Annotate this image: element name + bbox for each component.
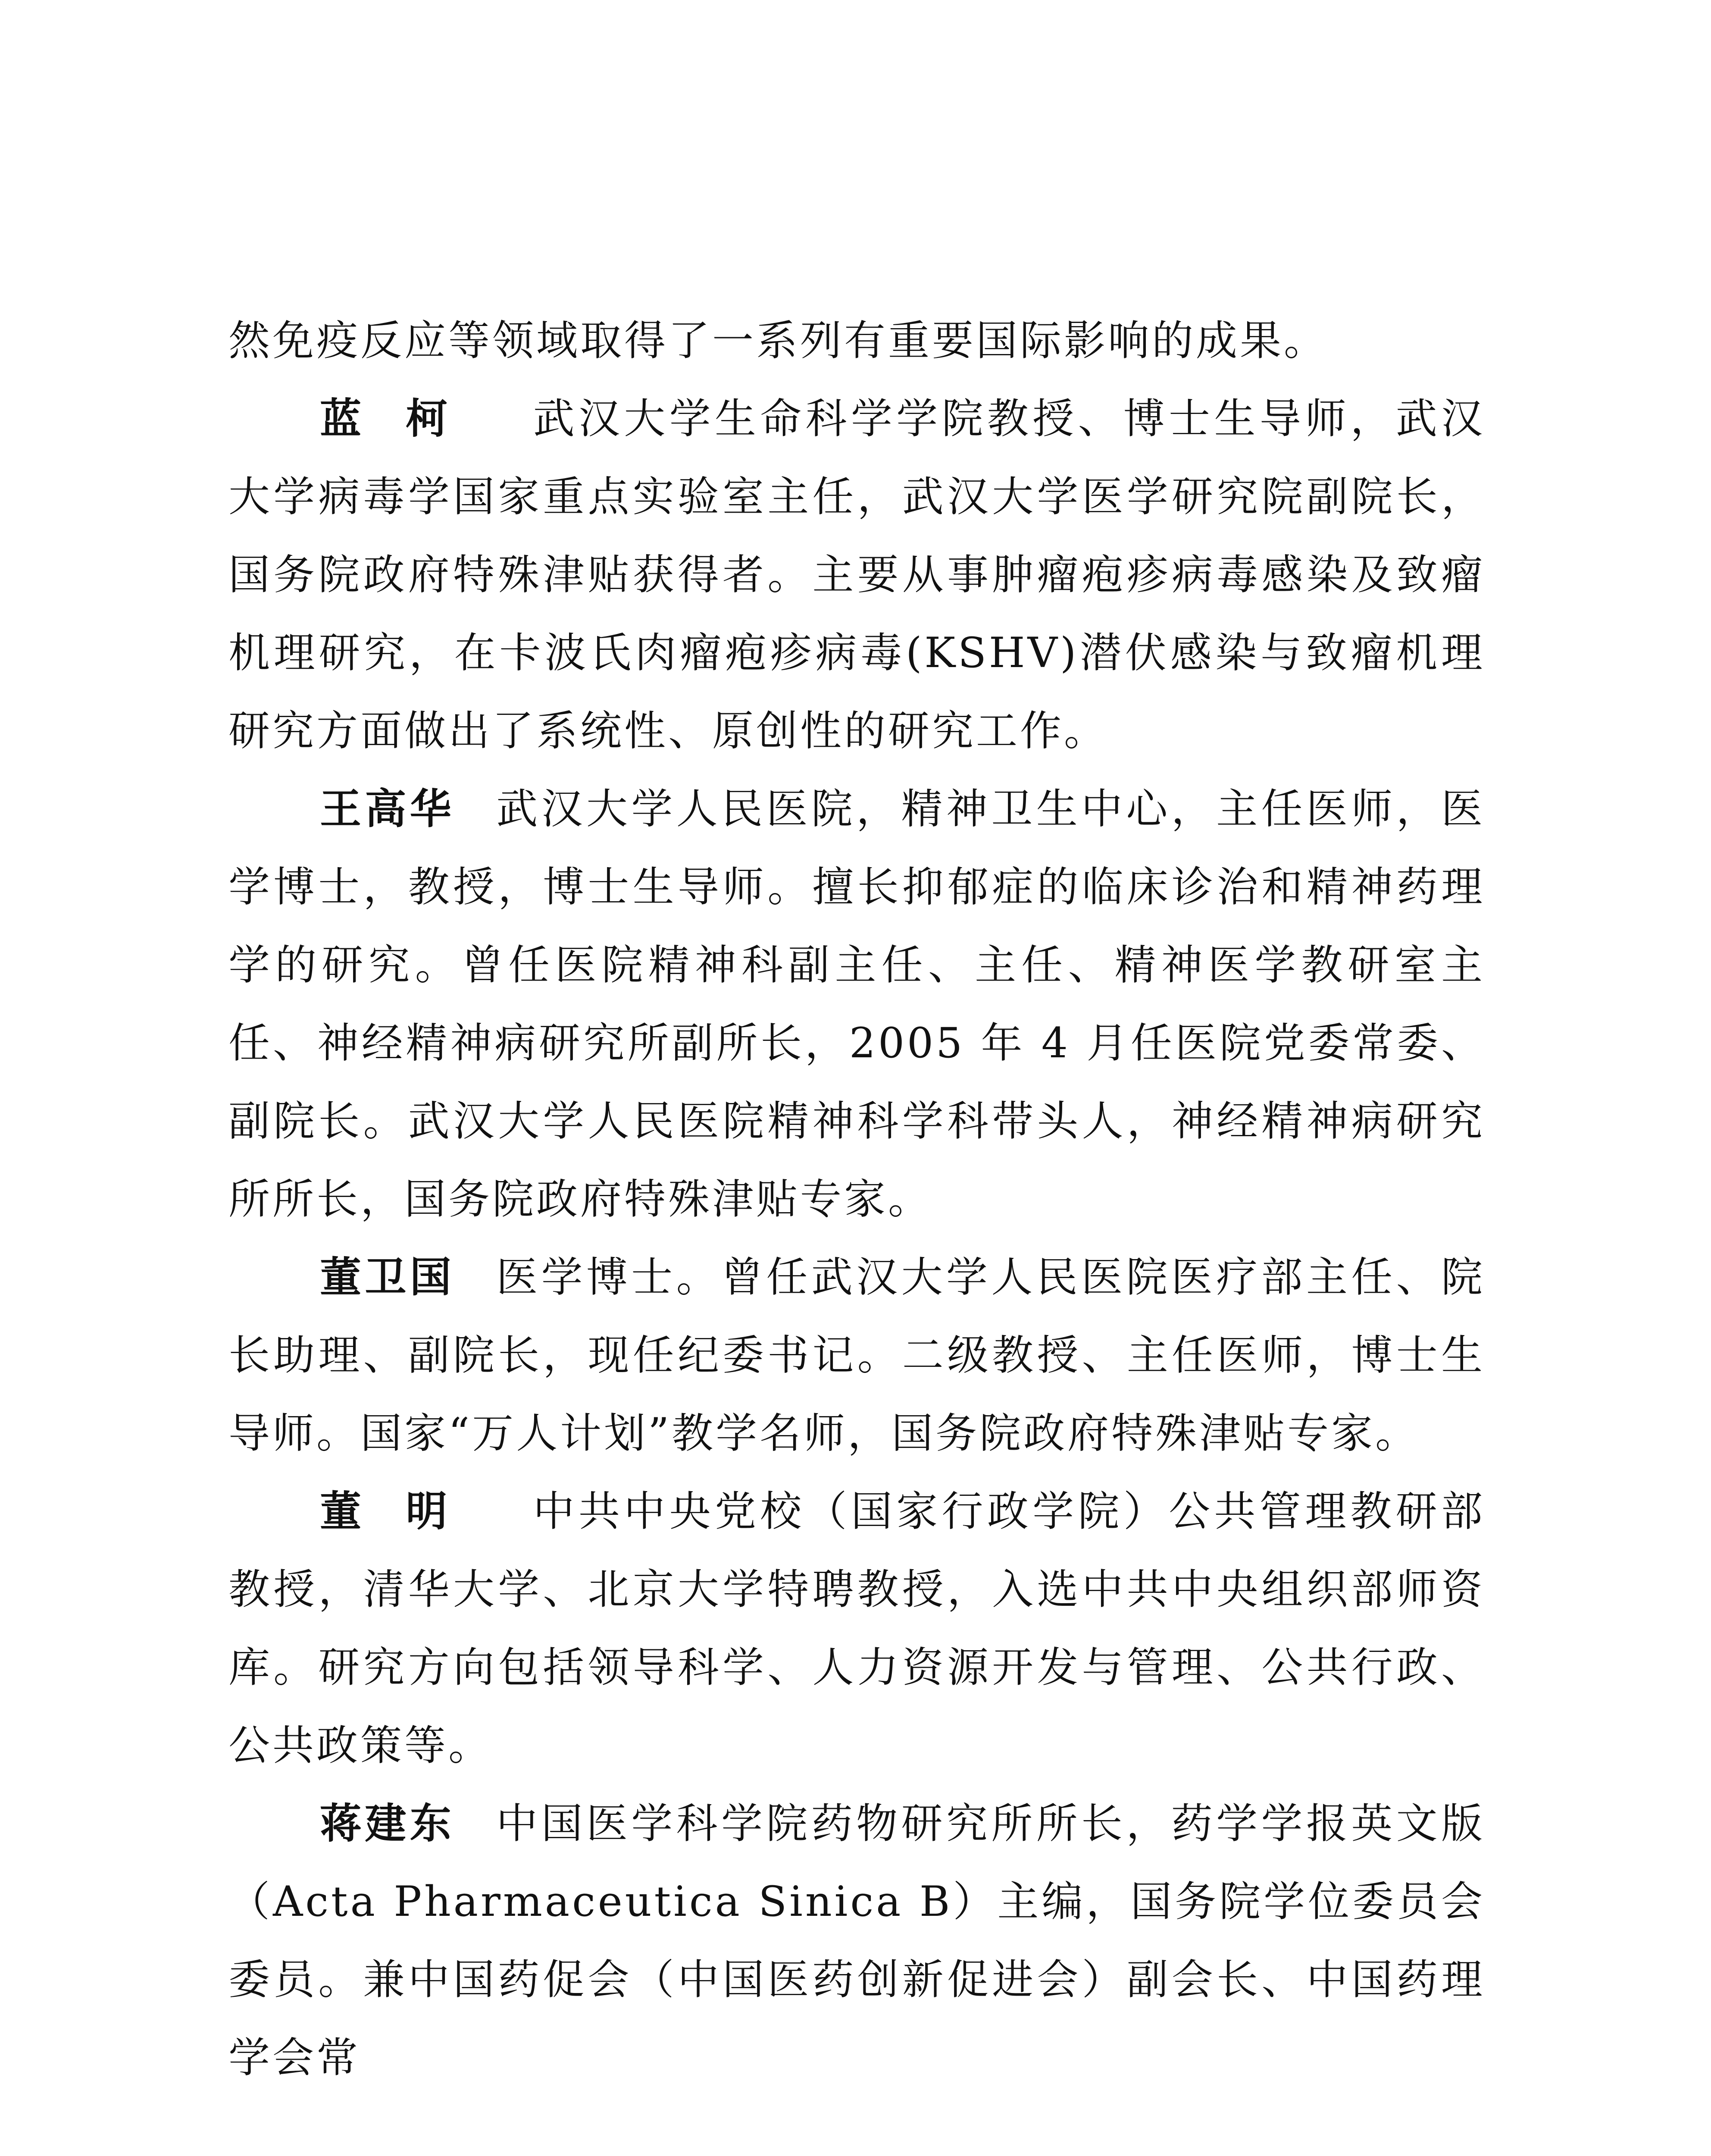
person-name: 蒋建东 bbox=[320, 1799, 455, 1848]
paragraph-lan-ke bbox=[228, 380, 1485, 770]
person-name: 蓝柯 bbox=[320, 395, 492, 443]
paragraph-text: 中共中央党校（国家行政学院）公共管理教研部教授，清华大学、北京大学特聘教授，入选中共中央组织部师资库。研究方向包括领导科学、人力资源开发与管理、公共行政、公共政策等。 bbox=[228, 1487, 1486, 1770]
paragraph-dong-ming bbox=[228, 1473, 1485, 1785]
paragraph-jiang-jiandong bbox=[228, 1785, 1485, 2097]
paragraph-dong-weiguo bbox=[228, 1238, 1485, 1473]
person-name: 董卫国 bbox=[320, 1253, 455, 1301]
document-body bbox=[228, 302, 1485, 2097]
paragraph-text: 然免疫反应等领域取得了一系列有重要国际影响的成果。 bbox=[228, 317, 1328, 365]
paragraph-text: 武汉大学人民医院，精神卫生中心，主任医师，医学博士，教授，博士生导师。擅长抑郁症的临床诊治和精神药理学的研究。曾任医院精神科副主任、主任、精神医学教研室主任、神经精神病研究所副所长，2005 年 4 月任医院党委常委、副院长。武汉大学人民医院精神科学科带头人，神经精神病研究所所长，国务院政府特殊津贴专家。 bbox=[228, 785, 1485, 1223]
person-name: 王高华 bbox=[320, 785, 455, 833]
paragraph-continuation bbox=[228, 302, 1485, 380]
paragraph-text: 中国医学科学院药物研究所所长，药学学报英文版（Acta Pharmaceutica Sinica B）主编，国务院学位委员会委员。兼中国药促会（中国医药创新促进会）副会长、中国药理学会常 bbox=[228, 1799, 1485, 2082]
paragraph-text: 武汉大学生命科学学院教授、博士生导师，武汉大学病毒学国家重点实验室主任，武汉大学医学研究院副院长，国务院政府特殊津贴获得者。主要从事肿瘤疱疹病毒感染及致瘤机理研究，在卡波氏肉瘤疱疹病毒(KSHV)潜伏感染与致瘤机理研究方面做出了系统性、原创性的研究工作。 bbox=[228, 395, 1486, 755]
paragraph-text: 医学博士。曾任武汉大学人民医院医疗部主任、院长助理、副院长，现任纪委书记。二级教授、主任医师，博士生导师。国家“万人计划”教学名师，国务院政府特殊津贴专家。 bbox=[228, 1253, 1485, 1457]
person-name: 董明 bbox=[320, 1487, 492, 1536]
paragraph-wang-gaohua bbox=[228, 770, 1485, 1238]
